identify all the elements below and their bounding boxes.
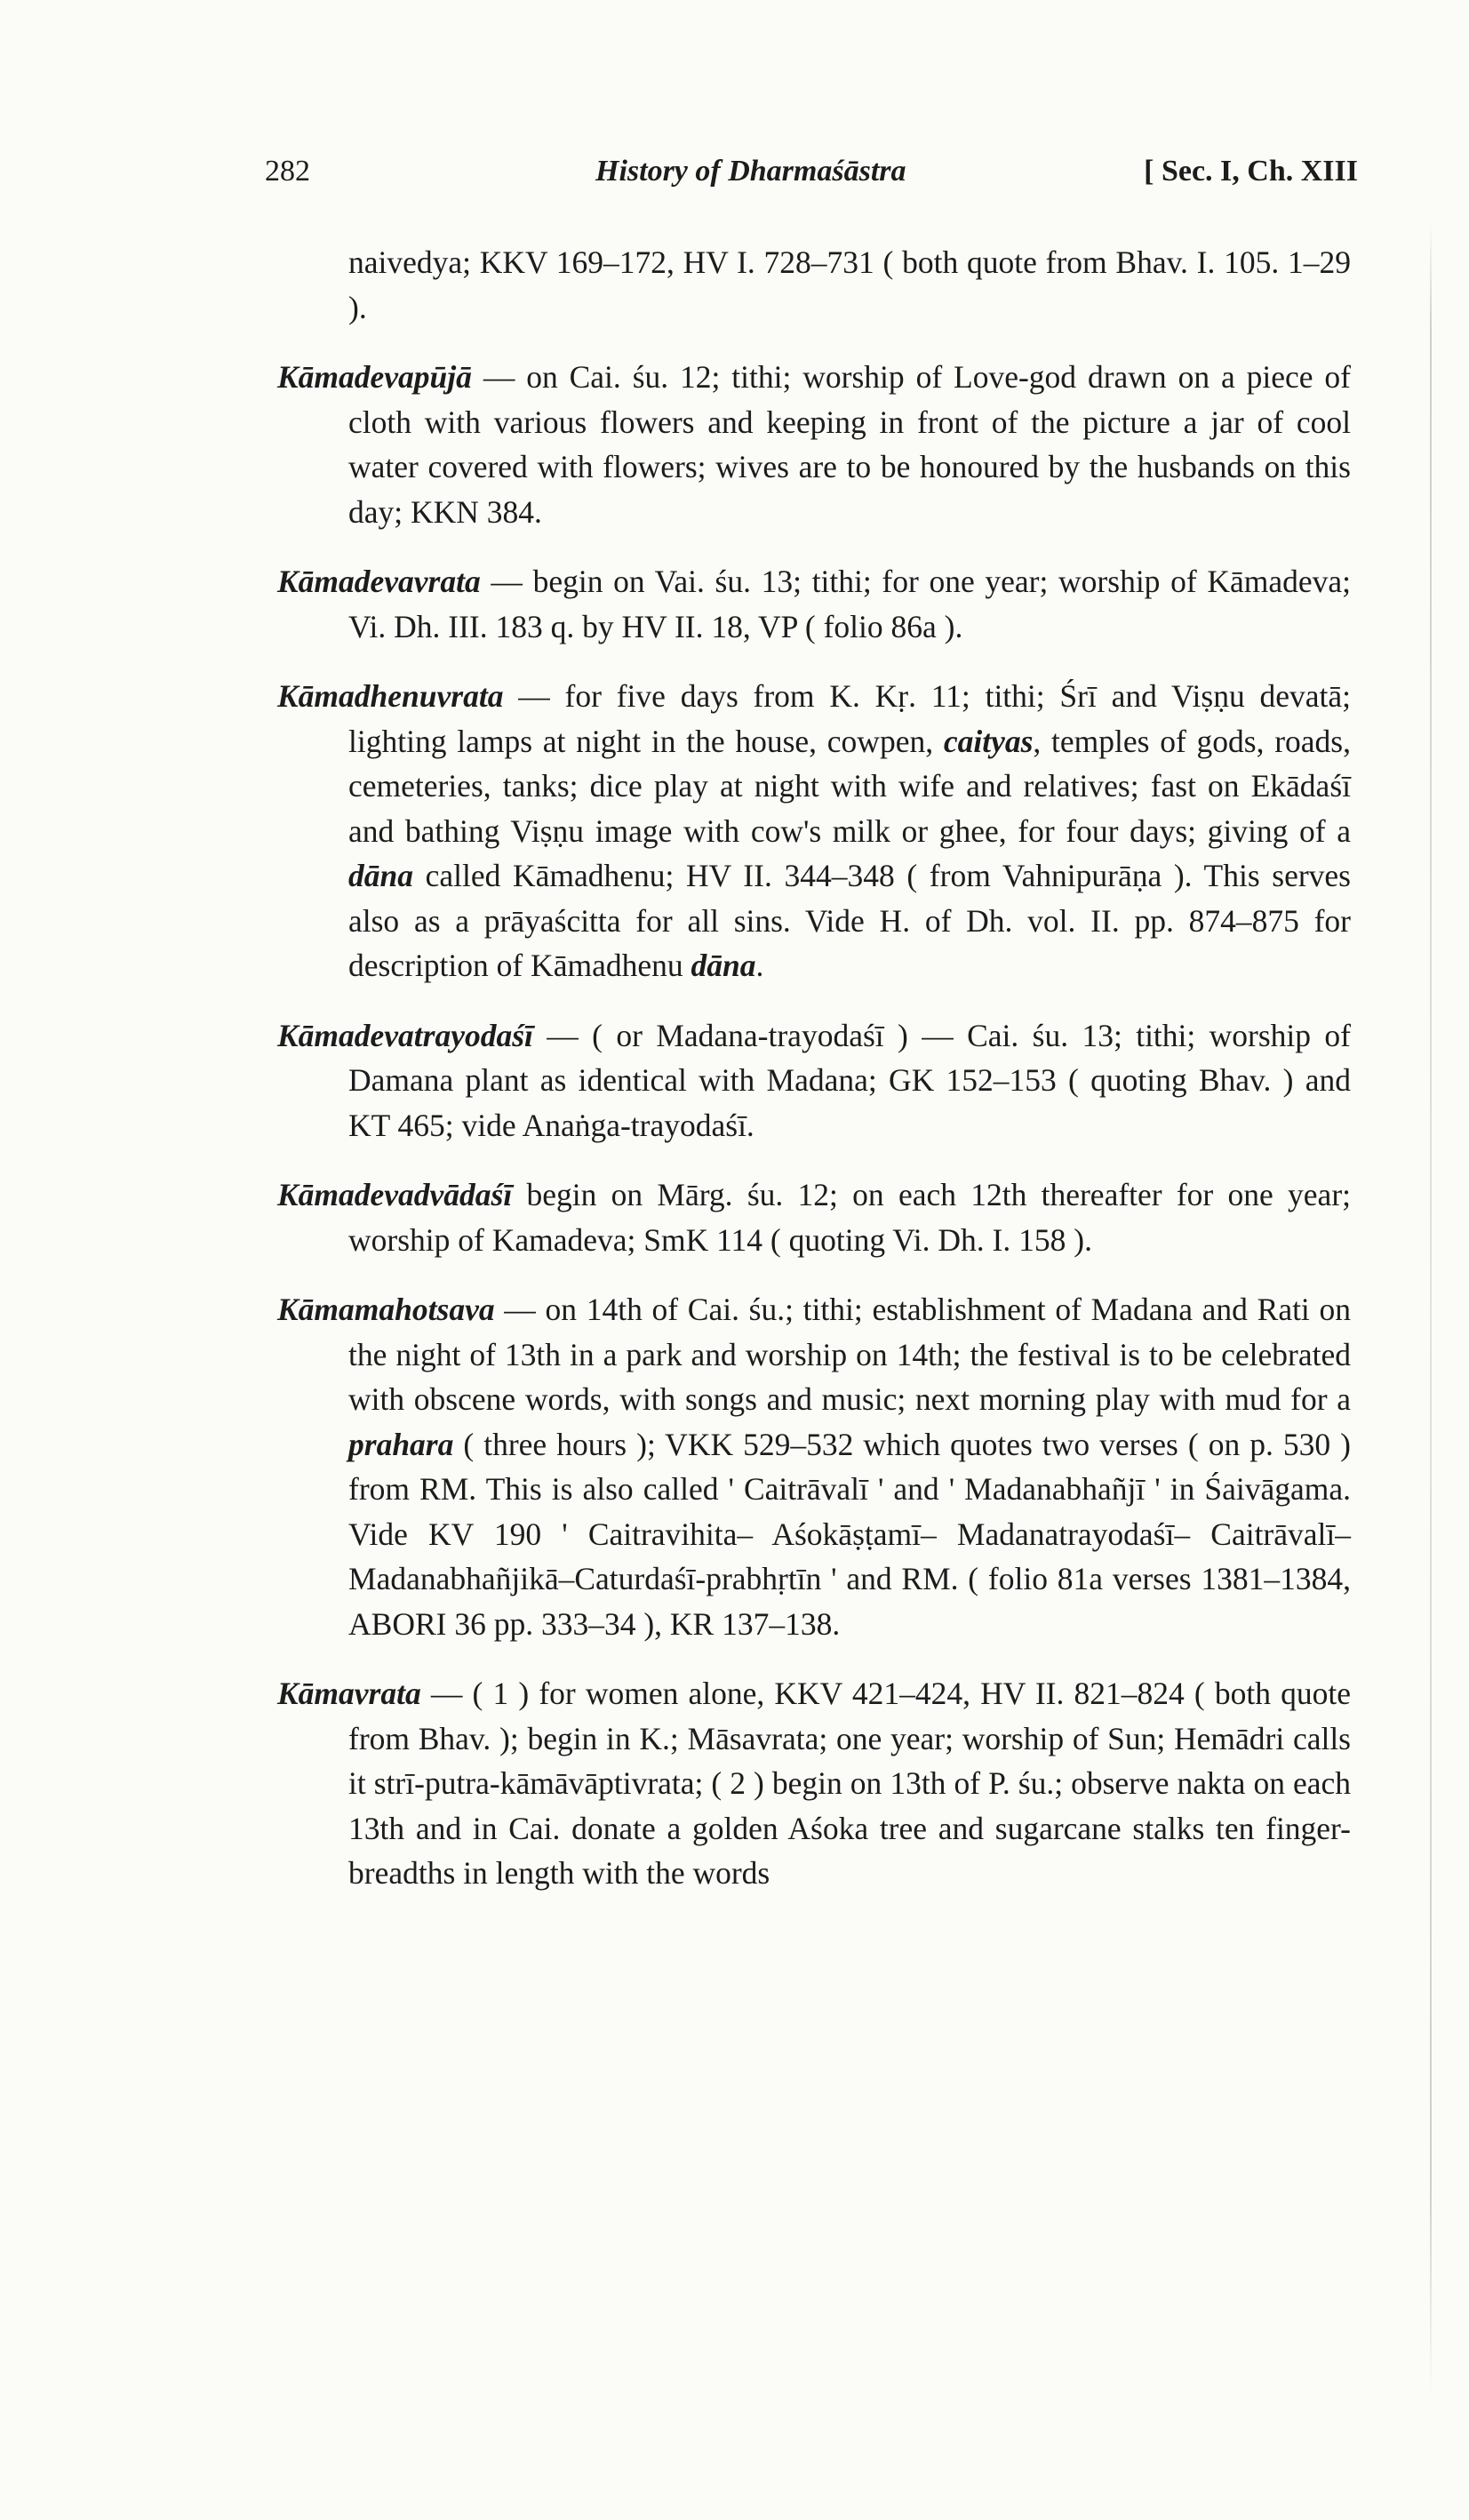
section-label: [ Sec. I, Ch. XIII [1144,155,1358,188]
italic-term: caityas [943,723,1034,759]
entry-kamadevavrata [277,559,1351,649]
entry-text: naivedya; KKV 169–172, HV I. 728–731 ( both quote from Bhav. I. 105. 1–29 ). [348,244,1351,325]
entry-text: . [755,948,764,983]
italic-term: prahara [348,1426,454,1462]
book-title: History of Dharmaśāstra [595,155,906,188]
entry-headword: Kāmadhenuvrata [277,678,504,714]
italic-term: dāna [348,858,413,893]
entry-text: — on Cai. śu. 12; tithi; worship of Love-god drawn on a piece of cloth with various flowers and keeping in front of the picture a jar of cool water covered with flowers; wives are to be honoured by the husbands on this day; KKN 384. [348,359,1351,530]
entry-headword: Kāmadevadvādaśī [277,1177,513,1212]
entry-text: — ( 1 ) for women alone, KKV 421–424, HV II. 821–824 ( both quote from Bhav. ); begin in K.; Māsavrata; one year; worship of Sun; Hemādri calls it strī-putra-kāmāvāptivrata; ( 2 ) begin on 13th of P. śu.; observe nakta on each 13th and in Cai. donate a golden Aśoka tree and sugarcane stalks ten finger-breadths in length with the words [348,1676,1351,1891]
entry-text: — ( or Madana-trayodaśī ) — Cai. śu. 13; tithi; worship of Damana plant as identical with Madana; GK 152–153 ( quoting Bhav. ) and KT 465; vide Anaṅga-trayodaśī. [348,1017,1351,1143]
entry-kamavrata [277,1671,1351,1896]
entry-kamadevapuja [277,355,1351,534]
entry-text: called Kāmadhenu; HV II. 344–348 ( from Vahnipurāṇa ). This serves also as a prāyaścitta for all sins. Vide H. of Dh. vol. II. pp. 874–875 for description of Kāmadhenu [348,858,1351,983]
entry-headword: Kāmadevapūjā [277,359,472,395]
entry-text: ( three hours ); VKK 529–532 which quotes two verses ( on p. 530 ) from RM. This is also called ' Caitrāvalī ' and ' Madanabhañjī ' in Śaivāgama. Vide KV 190 ' Caitravihita– Aśokāṣṭamī– Madanatrayodaśī– Caitrāvalī–Madanabhañjikā–Caturdaśī-prabhṛtīn ' and RM. ( folio 81a verses 1381–1384, ABORI 36 pp. 333–34 ), KR 137–138. [348,1426,1351,1642]
entry-kamadevadvadasi [277,1172,1351,1262]
page-edge-shadow [1430,222,1432,2400]
running-header [265,149,1358,194]
page-number: 282 [265,155,310,188]
entry-headword: Kāmamahotsava [277,1292,495,1327]
entry-text: — for five days from K. Kṛ. 11; tithi; Śrī and Viṣṇu devatā; lighting lamps at night in the house, cowpen, [348,678,1351,759]
entry-headword: Kāmadevavrata [277,564,481,599]
entry-text: , temples of gods, roads, cemeteries, tanks; dice play at night with wife and relatives; fast on Ekādaśī and bathing Viṣṇu image with cow's milk or ghee, for four days; giving of a [348,723,1351,849]
entry-text: — begin on Vai. śu. 13; tithi; for one year; worship of Kāmadeva; Vi. Dh. III. 183 q. by HV II. 18, VP ( folio 86a ). [348,564,1351,644]
entry-kamamahotsava [277,1287,1351,1646]
entry-text: begin on Mārg. śu. 12; on each 12th thereafter for one year; worship of Kamadeva; SmK 114 ( quoting Vi. Dh. I. 158 ). [348,1177,1351,1258]
entry-headword: Kāmavrata [277,1676,421,1711]
entry-text: — on 14th of Cai. śu.; tithi; establishment of Madana and Rati on the night of 13th in a park and worship on 14th; the festival is to be celebrated with obscene words, with songs and music; next morning play with mud for a [348,1292,1351,1417]
entry-kamadhenuvrata [277,674,1351,988]
entry-continuation [277,240,1351,330]
entry-kamadevatrayodasi [277,1013,1351,1148]
italic-term: dāna [691,948,756,983]
page-body [277,240,1351,1921]
entry-headword: Kāmadevatrayodaśī [277,1017,533,1053]
